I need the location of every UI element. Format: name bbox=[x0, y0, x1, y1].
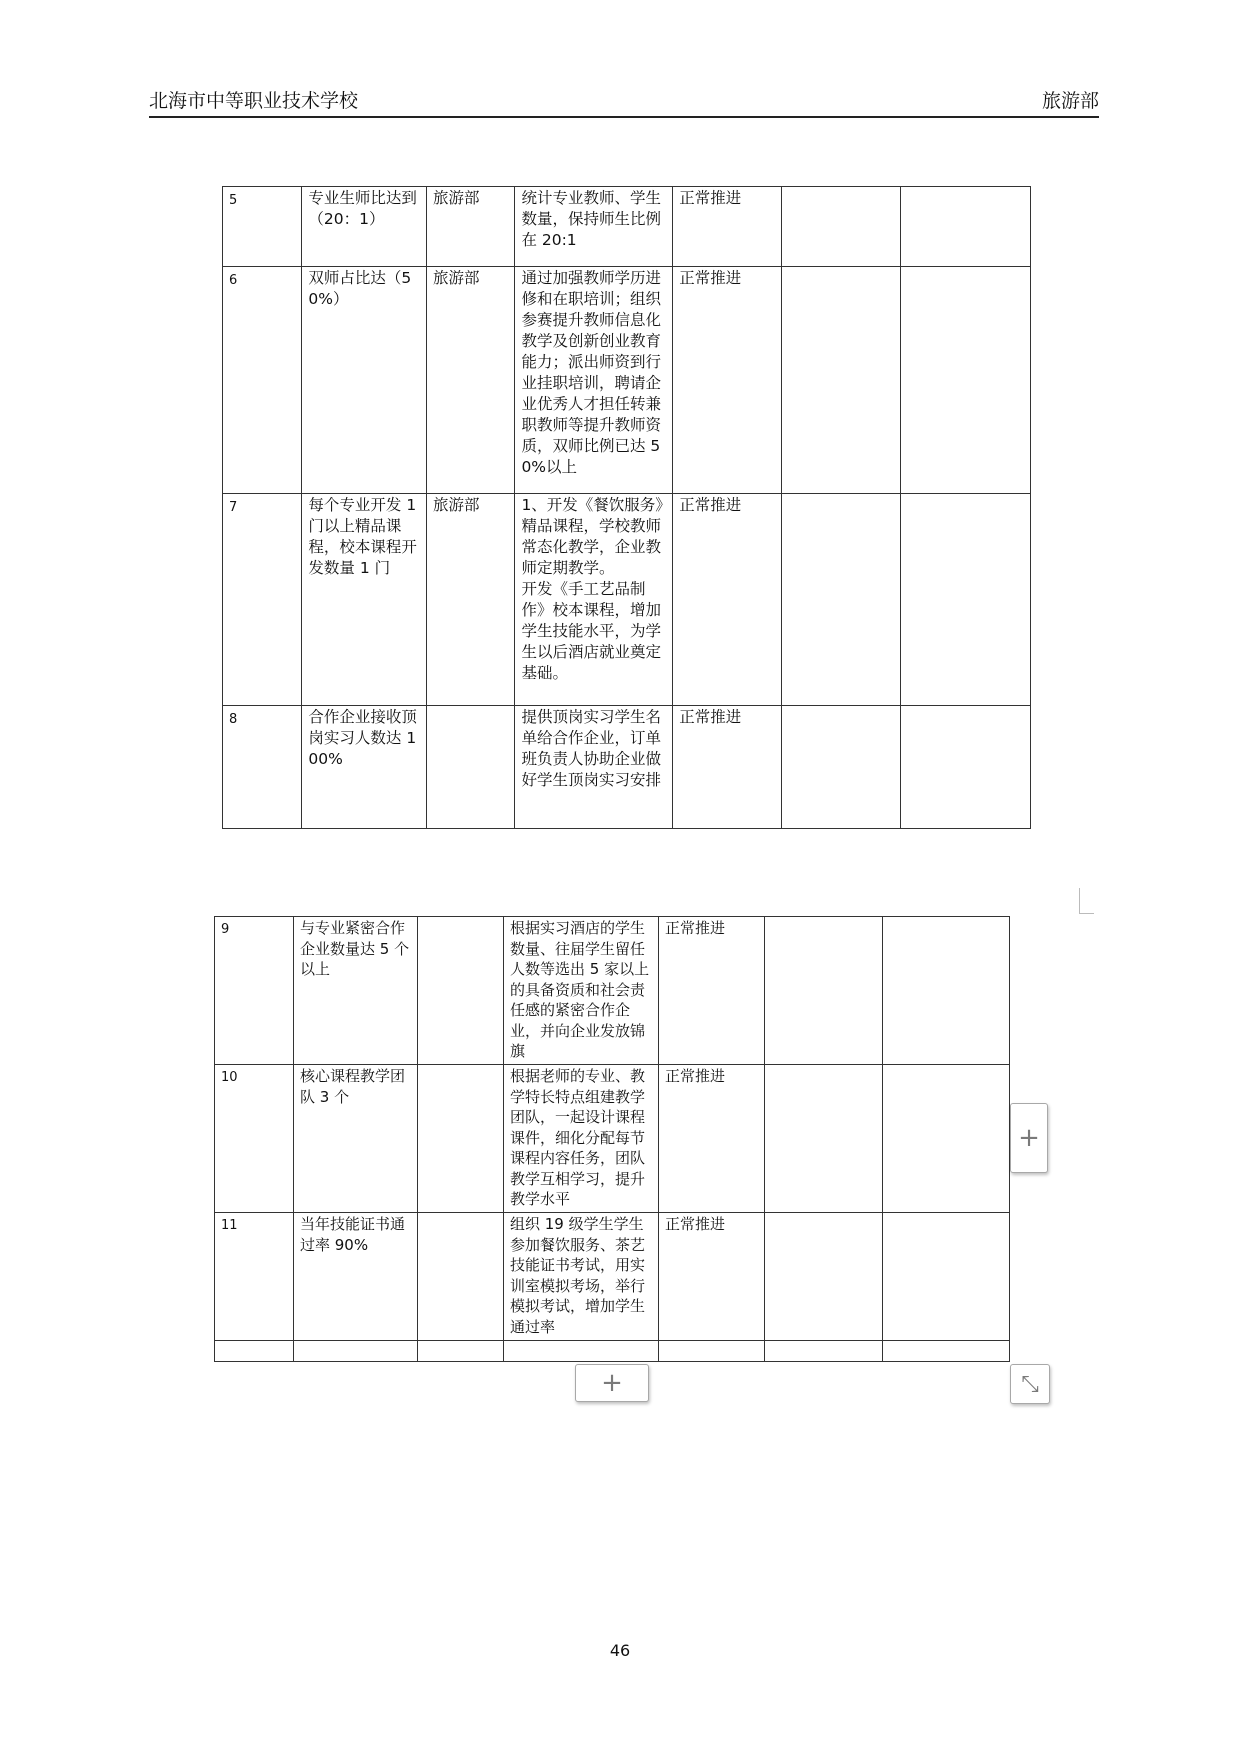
item-number[interactable]: 8 bbox=[223, 706, 302, 829]
measures-cell[interactable]: 1、开发《餐饮服务》精品课程，学校教师常态化教学，企业教师定期教学。 开发《手工艺品制作》校本课程，增加学生技能水平，为学生以后酒店就业奠定基础。 bbox=[515, 494, 673, 706]
empty-cell[interactable] bbox=[781, 267, 901, 494]
department-cell[interactable] bbox=[418, 917, 504, 1065]
paragraph-corner-mark bbox=[1079, 888, 1094, 914]
item-number[interactable]: 7 bbox=[223, 494, 302, 706]
resize-table-button[interactable] bbox=[1010, 1364, 1050, 1404]
department-name: 旅游部 bbox=[1041, 90, 1099, 112]
empty-cell[interactable] bbox=[781, 187, 901, 267]
target-cell[interactable]: 合作企业接收顶岗实习人数达 100% bbox=[302, 706, 427, 829]
measures-cell[interactable]: 提供顶岗实习学生名单给合作企业，订单班负责人协助企业做好学生顶岗实习安排 bbox=[515, 706, 673, 829]
empty-cell[interactable] bbox=[901, 267, 1031, 494]
department-cell[interactable]: 旅游部 bbox=[427, 267, 515, 494]
add-column-button[interactable] bbox=[575, 1364, 649, 1402]
empty-cell[interactable] bbox=[901, 706, 1031, 829]
plus-icon: + bbox=[1018, 1123, 1040, 1153]
table-row bbox=[223, 494, 1031, 706]
empty-cell[interactable] bbox=[883, 917, 1010, 1065]
empty-cell[interactable] bbox=[883, 1341, 1010, 1362]
table-row bbox=[215, 1065, 1010, 1213]
target-cell[interactable]: 双师占比达（50%） bbox=[302, 267, 427, 494]
status-cell[interactable]: 正常推进 bbox=[673, 187, 782, 267]
table-row bbox=[223, 267, 1031, 494]
status-cell[interactable]: 正常推进 bbox=[659, 1213, 765, 1341]
target-cell[interactable]: 与专业紧密合作企业数量达 5 个以上 bbox=[294, 917, 418, 1065]
school-name: 北海市中等职业技术学校 bbox=[149, 90, 359, 112]
table-row bbox=[223, 706, 1031, 829]
empty-cell[interactable] bbox=[765, 1065, 883, 1213]
page-header bbox=[149, 86, 1099, 118]
department-cell[interactable]: 旅游部 bbox=[427, 494, 515, 706]
empty-cell[interactable] bbox=[883, 1213, 1010, 1341]
department-cell[interactable] bbox=[418, 1341, 504, 1362]
table-row bbox=[215, 917, 1010, 1065]
target-cell[interactable] bbox=[294, 1341, 418, 1362]
plus-icon: + bbox=[601, 1368, 623, 1398]
status-cell[interactable]: 正常推进 bbox=[673, 494, 782, 706]
table-row bbox=[215, 1341, 1010, 1362]
empty-cell[interactable] bbox=[781, 706, 901, 829]
status-cell[interactable]: 正常推进 bbox=[673, 267, 782, 494]
measures-cell[interactable]: 组织 19 级学生学生参加餐饮服务、茶艺技能证书考试，用实训室模拟考场，举行模拟考试，增加学生通过率 bbox=[504, 1213, 659, 1341]
item-number[interactable]: 9 bbox=[215, 917, 294, 1065]
page-number: 46 bbox=[609, 1641, 631, 1660]
item-number[interactable]: 5 bbox=[223, 187, 302, 267]
resize-arrows-icon: ⤡ bbox=[1021, 1371, 1039, 1397]
measures-cell[interactable]: 通过加强教师学历进修和在职培训；组织参赛提升教师信息化教学及创新创业教育能力；派出师资到行业挂职培训，聘请企业优秀人才担任转兼职教师等提升教师资质，双师比例已达 50%以上 bbox=[515, 267, 673, 494]
measures-cell[interactable] bbox=[504, 1341, 659, 1362]
empty-cell[interactable] bbox=[781, 494, 901, 706]
empty-cell[interactable] bbox=[883, 1065, 1010, 1213]
progress-table-2 bbox=[214, 916, 1010, 1362]
department-cell[interactable] bbox=[427, 706, 515, 829]
status-cell[interactable]: 正常推进 bbox=[673, 706, 782, 829]
item-number[interactable]: 6 bbox=[223, 267, 302, 494]
department-cell[interactable] bbox=[418, 1213, 504, 1341]
empty-cell[interactable] bbox=[901, 187, 1031, 267]
status-cell[interactable]: 正常推进 bbox=[659, 1065, 765, 1213]
progress-table-1 bbox=[222, 186, 1031, 829]
table-row bbox=[223, 187, 1031, 267]
status-cell[interactable] bbox=[659, 1341, 765, 1362]
measures-cell[interactable]: 统计专业教师、学生数量，保持师生比例在 20:1 bbox=[515, 187, 673, 267]
measures-cell[interactable]: 根据老师的专业、教学特长特点组建教学团队，一起设计课程课件，细化分配每节课程内容任务，团队教学互相学习，提升教学水平 bbox=[504, 1065, 659, 1213]
status-cell[interactable]: 正常推进 bbox=[659, 917, 765, 1065]
target-cell[interactable]: 核心课程教学团队 3 个 bbox=[294, 1065, 418, 1213]
department-cell[interactable]: 旅游部 bbox=[427, 187, 515, 267]
item-number[interactable]: 10 bbox=[215, 1065, 294, 1213]
target-cell[interactable]: 当年技能证书通过率 90% bbox=[294, 1213, 418, 1341]
department-cell[interactable] bbox=[418, 1065, 504, 1213]
item-number[interactable] bbox=[215, 1341, 294, 1362]
item-number[interactable]: 11 bbox=[215, 1213, 294, 1341]
add-row-button[interactable] bbox=[1010, 1103, 1048, 1173]
target-cell[interactable]: 每个专业开发 1 门以上精品课程，校本课程开发数量 1 门 bbox=[302, 494, 427, 706]
empty-cell[interactable] bbox=[765, 1213, 883, 1341]
empty-cell[interactable] bbox=[765, 917, 883, 1065]
measures-cell[interactable]: 根据实习酒店的学生数量、往届学生留任人数等选出 5 家以上的具备资质和社会责任感的紧密合作企业，并向企业发放锦旗 bbox=[504, 917, 659, 1065]
empty-cell[interactable] bbox=[901, 494, 1031, 706]
target-cell[interactable]: 专业生师比达到（20：1） bbox=[302, 187, 427, 267]
table-row bbox=[215, 1213, 1010, 1341]
empty-cell[interactable] bbox=[765, 1341, 883, 1362]
